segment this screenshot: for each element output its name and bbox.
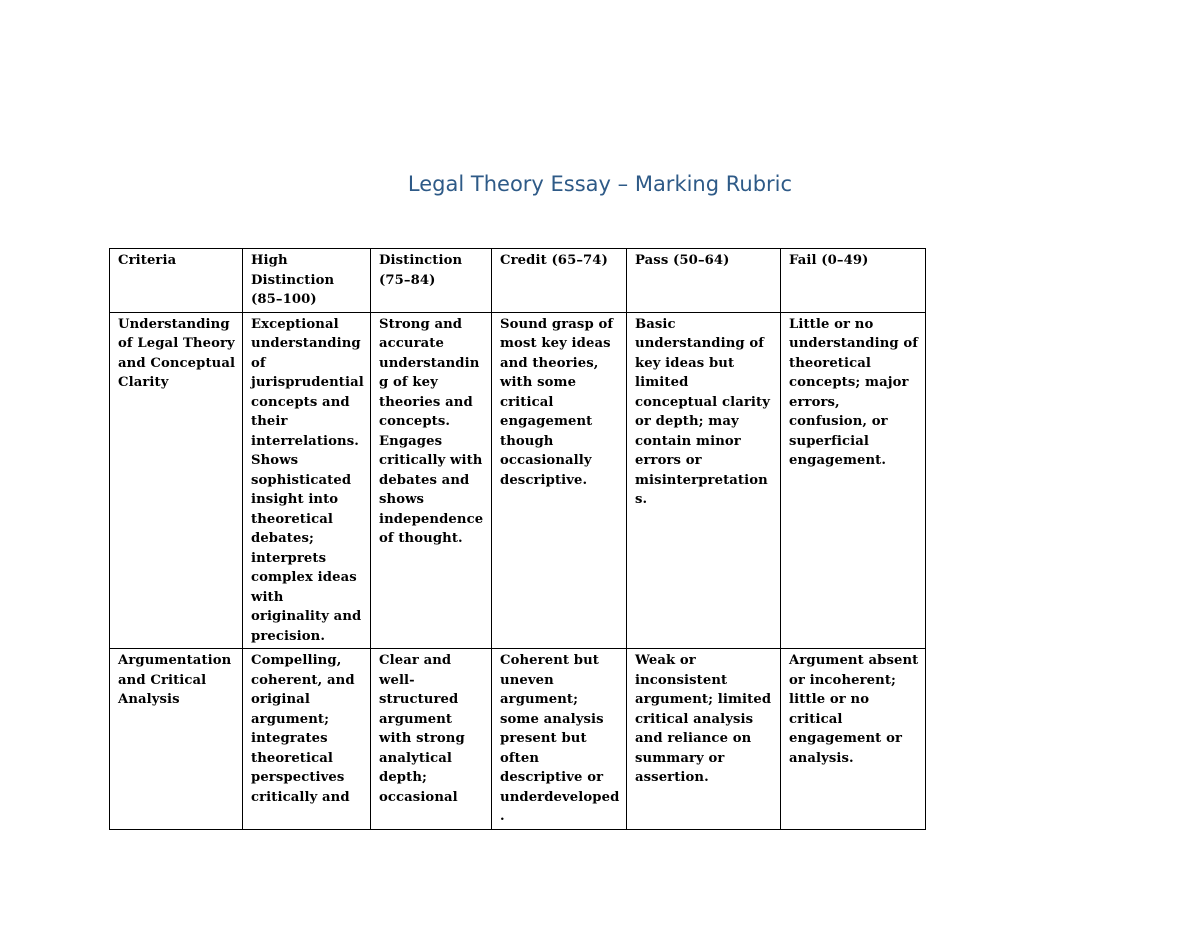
credit-cell: Coherent but uneven argument; some analysis present but often descriptive or underdeveloped. <box>492 649 627 830</box>
criterion-cell: Understanding of Legal Theory and Conceptual Clarity <box>110 312 243 649</box>
header-distinction: Distinction (75–84) <box>371 249 492 313</box>
header-high-distinction: High Distinction (85–100) <box>243 249 371 313</box>
header-fail: Fail (0–49) <box>781 249 926 313</box>
credit-cell: Sound grasp of most key ideas and theories, with some critical engagement though occasionally descriptive. <box>492 312 627 649</box>
fail-cell: Argument absent or incoherent; little or no critical engagement or analysis. <box>781 649 926 830</box>
pass-cell: Basic understanding of key ideas but limited conceptual clarity or depth; may contain minor errors or misinterpretations. <box>627 312 781 649</box>
high-distinction-cell: Exceptional understanding of jurisprudential concepts and their interrelations. Shows sophisticated insight into theoretical debates; interprets complex ideas with originality and precision. <box>243 312 371 649</box>
table-row <box>110 312 926 649</box>
criterion-cell: Argumentation and Critical Analysis <box>110 649 243 830</box>
table-row <box>110 649 926 830</box>
marking-rubric-table <box>109 248 926 830</box>
high-distinction-cell: Compelling, coherent, and original argument; integrates theoretical perspectives critically and <box>243 649 371 830</box>
distinction-cell: Clear and well-structured argument with strong analytical depth; occasional <box>371 649 492 830</box>
table-header-row <box>110 249 926 313</box>
header-criteria: Criteria <box>110 249 243 313</box>
header-pass: Pass (50–64) <box>627 249 781 313</box>
distinction-cell: Strong and accurate understanding of key theories and concepts. Engages critically with debates and shows independence of thought. <box>371 312 492 649</box>
pass-cell: Weak or inconsistent argument; limited critical analysis and reliance on summary or assertion. <box>627 649 781 830</box>
page-title: Legal Theory Essay – Marking Rubric <box>407 172 793 196</box>
header-credit: Credit (65–74) <box>492 249 627 313</box>
fail-cell: Little or no understanding of theoretical concepts; major errors, confusion, or superficial engagement. <box>781 312 926 649</box>
